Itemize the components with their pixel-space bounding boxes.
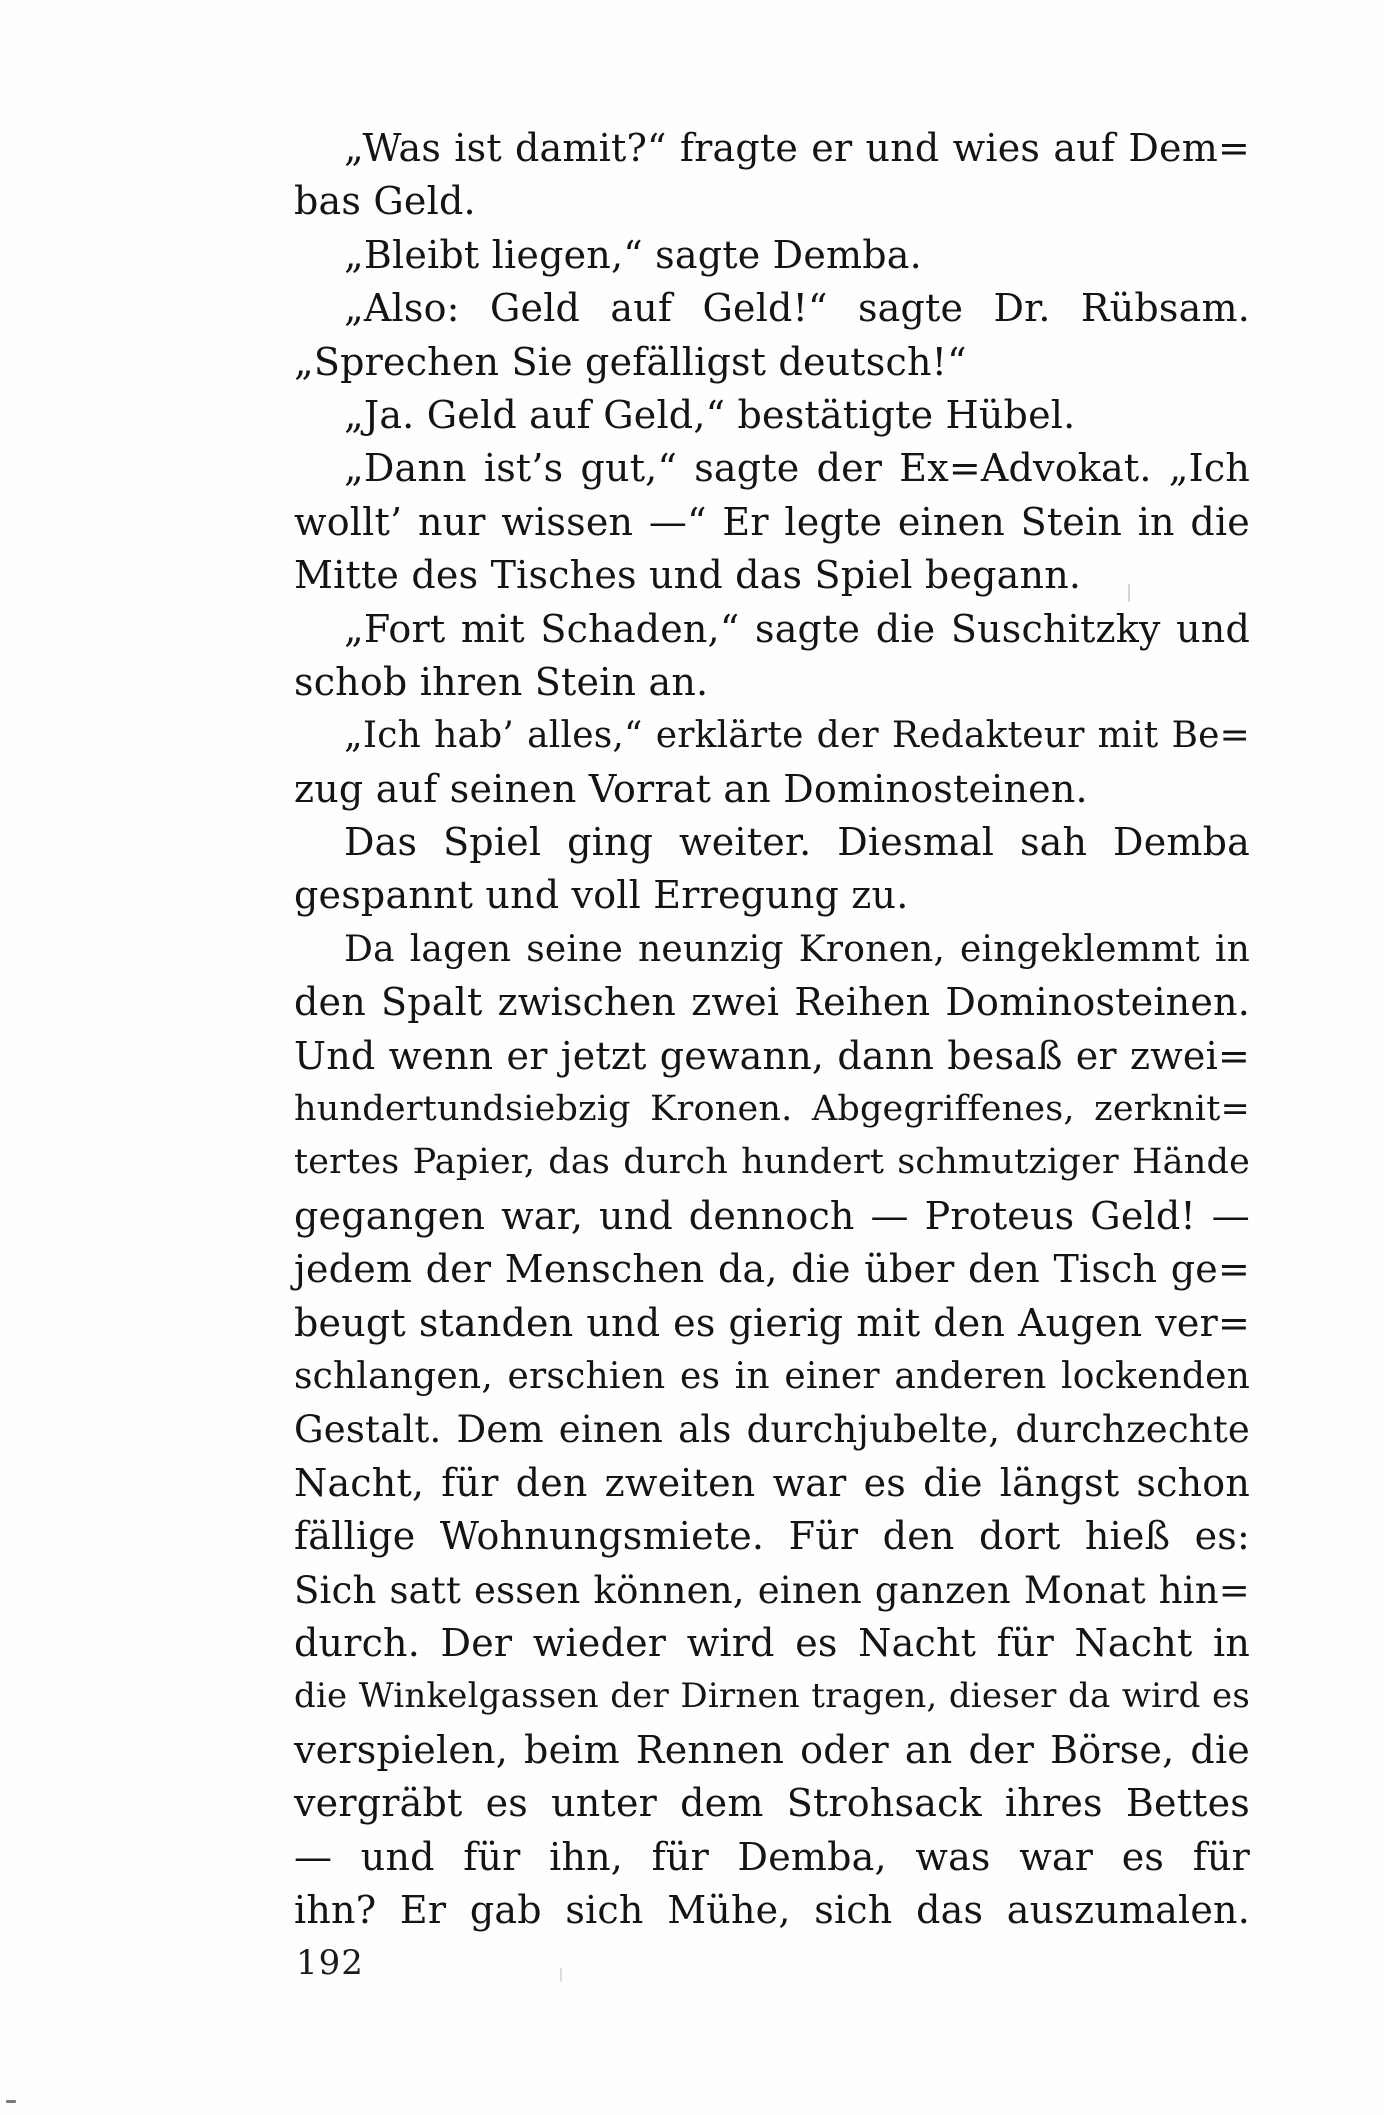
text-line: schlangen, erschien es in einer anderen lockenden	[294, 1355, 1250, 1397]
text-line: Da lagen seine neunzig Kronen, eingeklemmt in	[344, 928, 1250, 970]
text-line: „Dann ist’s gut,“ sagte der Ex=Advokat. „Ich	[344, 446, 1250, 491]
text-line: Und wenn er jetzt gewann, dann besaß er zwei=	[294, 1033, 1250, 1078]
text-line: „Fort mit Schaden,“ sagte die Suschitzky und	[344, 606, 1250, 651]
text-line: Mitte des Tisches und das Spiel begann.	[294, 553, 1082, 598]
text-line: Sich satt essen können, einen ganzen Monat hin=	[294, 1568, 1250, 1612]
body-text	[294, 122, 1250, 1937]
text-line: hundertundsiebzig Kronen. Abgegriffenes, zerknit=	[294, 1089, 1250, 1130]
text-line: gegangen war, und dennoch — Proteus Geld! —	[294, 1193, 1250, 1238]
text-line: „Bleibt liegen,“ sagte Demba.	[344, 232, 922, 277]
text-line: „Ich hab’ alles,“ erklärte der Redakteur mit Be=	[344, 715, 1250, 757]
text-line: Gestalt. Dem einen als durchjubelte, durchzechte	[294, 1408, 1250, 1452]
text-line: „Sprechen Sie gefälligst deutsch!“	[294, 339, 967, 384]
text-line: — und für ihn, für Demba, was war es für	[294, 1834, 1250, 1879]
text-line: schob ihren Stein an.	[294, 659, 709, 704]
print-speck	[1128, 584, 1130, 602]
text-line: beugt standen und es gierig mit den Augen ver=	[294, 1300, 1250, 1345]
text-line: jedem der Menschen da, die über den Tisch ge=	[294, 1247, 1250, 1292]
text-line: durch. Der wieder wird es Nacht für Nacht in	[294, 1620, 1250, 1665]
text-line: „Also: Geld auf Geld!“ sagte Dr. Rübsam.	[344, 286, 1250, 331]
text-line: bas Geld.	[294, 179, 476, 224]
text-line: „Was ist damit?“ fragte er und wies auf Dem=	[344, 126, 1250, 170]
text-line: wollt’ nur wissen —“ Er legte einen Stein in die	[294, 499, 1250, 544]
print-speck	[6, 2100, 16, 2103]
print-speck	[560, 1968, 562, 1982]
text-line: gespannt und voll Erregung zu.	[294, 873, 909, 918]
text-line: den Spalt zwischen zwei Reihen Dominosteinen.	[294, 980, 1250, 1025]
text-line: verspielen, beim Rennen oder an der Börse, die	[294, 1727, 1250, 1772]
text-line: die Winkelgassen der Dirnen tragen, dieser da wird es	[294, 1676, 1250, 1717]
text-line: Nacht, für den zweiten war es die längst schon	[294, 1460, 1250, 1505]
text-line: Das Spiel ging weiter. Diesmal sah Demba	[344, 820, 1250, 865]
text-line: vergräbt es unter dem Strohsack ihres Bettes	[294, 1781, 1250, 1826]
text-line: fällige Wohnungsmiete. Für den dort hieß es:	[294, 1514, 1250, 1559]
text-line: ihn? Er gab sich Mühe, sich das auszumalen.	[294, 1887, 1250, 1932]
text-line: tertes Papier, das durch hundert schmutziger Hände	[294, 1142, 1250, 1183]
text-line: zug auf seinen Vorrat an Dominosteinen.	[294, 766, 1088, 811]
text-line: „Ja. Geld auf Geld,“ bestätigte Hübel.	[344, 392, 1076, 437]
page-number: 192	[296, 1943, 364, 1983]
